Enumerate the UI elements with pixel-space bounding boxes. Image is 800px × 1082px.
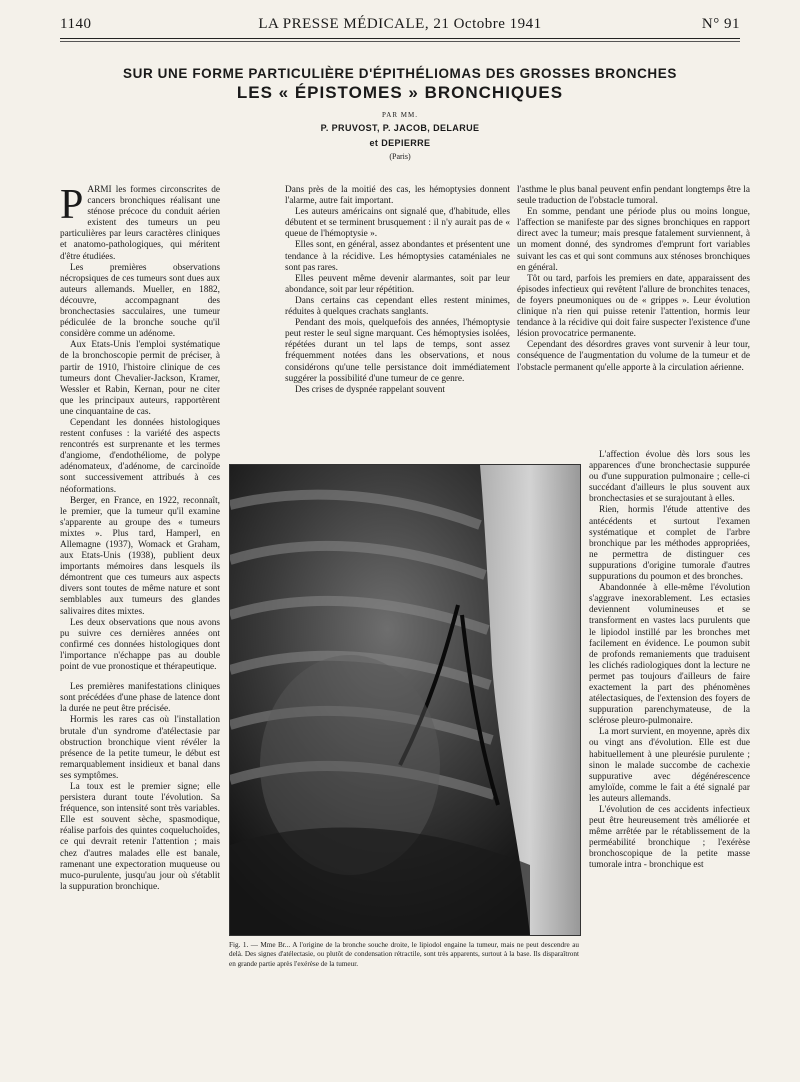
paragraph: Les premières observations nécropsiques de ces tumeurs sont dues aux auteurs allemands. Mueller, en 1882, découvre, accompagnant des bronchectasies sacculaires, une tumeur pédiculée de la bronche souche qu'il considère comme un adénome. — [60, 262, 220, 340]
paragraph-text: ARMI les formes circonscrites de cancers bronchiques réalisant une sténose précoce du conduit aérien existent des tumeurs un peu particulières par leurs caractères cliniques et anatomo-pathologiques, qui méritent d'être étudiées. — [60, 185, 220, 262]
paragraph: Cependant les données histologiques restent confuses : la variété des aspects rencontrés est surprenante et les termes d'angiome, d'endothéliome, de polype adénomateux, d'adénome, de carcinoïde sont successivement attribués à ces néoformations. — [60, 417, 220, 495]
paragraph: Hormis les rares cas où l'installation brutale d'un syndrome d'atélectasie par obstruction bronchique vient révéler la présence de la petite tumeur, le début est remarquablement insidieux et banal dans ses symptômes. — [60, 715, 220, 781]
paragraph: Tôt ou tard, parfois les premiers en date, apparaissent des épisodes infectieux qui revêtent l'allure de bronchites tenaces, de foyers pneumoniques ou de « grippes ». Leur évolution clinique n'a rien qui puisse retenir l'attention, hormis leur tendance à la récidive qui doit faire suspecter l'existence d'une lésion provocatrice permanente. — [517, 273, 750, 340]
paragraph: Les auteurs américains ont signalé que, d'habitude, elles débutent et se terminent brusquement : il n'y aurait pas de « queue de l'hémoptysie ». — [285, 207, 510, 240]
article-heading — [60, 66, 740, 161]
running-header — [60, 14, 740, 38]
authors-line-1: P. PRUVOST, P. JACOB, DELARUE — [320, 123, 480, 133]
paragraph: La toux est le premier signe; elle persistera durant toute l'évolution. Sa fréquence, son intensité sont très variables. Elle est souvent sèche, spasmodique, réalise parfois des quintes coqueluchoïdes, ce qui devrait retenir l'attention ; mais chez d'autres malades elle est banale, ramenant une expectoration muqueuse ou muco-purulente, jusqu'au jour où s'établit la suppuration bronchique. — [60, 781, 220, 892]
paragraph: Les premières manifestations cliniques sont précédées d'une phase de latence dont la durée ne peut être précisée. — [60, 682, 220, 715]
paragraph: Cependant des désordres graves vont survenir à leur tour, conséquence de l'augmentation du volume de la tumeur et de l'obstacle permanent qu'elle apporte à la circulation aérienne. — [517, 340, 750, 373]
paragraph: Rien, hormis l'étude attentive des antécédents et surtout l'examen systématique et complet de l'arbre bronchique par les méthodes appropriées, ne permettra de distinguer ces suppurations d'origine tumorale d'autres suppurations du poumon et des bronches. — [589, 505, 750, 583]
paragraph: Des crises de dyspnée rappelant souvent — [295, 384, 445, 395]
text-column-4 — [589, 450, 750, 1070]
paragraph: Elles peuvent même devenir alarmantes, soit par leur abondance, soit par leur répétition. — [285, 273, 510, 295]
text-column-1 — [60, 185, 220, 1065]
paragraph: Berger, en France, en 1922, reconnaît, le premier, que la tumeur qu'il examine s'apparente au groupe des « tumeurs mixtes ». Plus tard, Hamperl, en Allemagne (1937), Womack et Graham, aux Etats-Unis (1938), publient deux importants mémoires dans lesquels ils démontrent que ces tumeurs aux aspects divers sont toutes de même nature et sont semblables aux tumeurs des glandes salivaires dites mixtes. — [60, 495, 220, 617]
authors-line-2: et DEPIERRE — [369, 138, 431, 148]
paragraph: L'affection évolue dès lors sous les apparences d'une bronchectasie suppurée ou d'une suppuration pulmonaire ; celle-ci succédant d'ailleurs le plus souvent aux bronchectasies et se surajoutant à elles. — [589, 450, 750, 505]
page-number: 1140 — [60, 16, 92, 32]
header-rule — [60, 38, 740, 39]
paragraph: Dans près de la moitié des cas, les hémoptysies donnent l'alarme, autre fait important. — [285, 185, 510, 207]
header-rule-thin — [60, 41, 740, 42]
article-kicker: SUR UNE FORME PARTICULIÈRE D'ÉPITHÉLIOMAS DES GROSSES BRONCHES — [123, 66, 677, 81]
text-column-2 — [285, 185, 510, 470]
paragraph: Pendant des mois, quelquefois des années, l'hémoptysie peut rester le seul signe marquant. Ces hémoptysies isolées, répétées durant un tel laps de temps, sont assez fréquemment notées dans les observations, et nous considérons qu'une telle persistance doit immédiatement suggérer la possibilité d'une tumeur de ce genre. — [285, 318, 510, 384]
article-title: LES « ÉPISTOMES » BRONCHIQUES — [236, 83, 564, 102]
paragraph: Elles sont, en général, assez abondantes et présentent une tendance à la récidive. Les hémoptysies cataméniales ne sont pas rares. — [285, 240, 510, 273]
paragraph: Les deux observations que nous avons pu suivre ces dernières années ont confirmé ces données histologiques dont l'importance n'échappe pas au double point de vue pronostique et thérapeutique. — [60, 617, 220, 673]
chest-xray-image — [230, 465, 580, 935]
xray-figure — [229, 464, 581, 936]
text-column-3 — [517, 185, 750, 455]
paragraph: Abandonnée à elle-même l'évolution s'aggrave inexorablement. Les ectasies deviennent volumineuses et se transforment en vastes lacs purulents que le lipiodol instillé par les bronches met facilement en évidence. Le poumon subit de profonds remaniements que traduisent les clichés radiologiques dont la lecture ne permet pas toujours d'ailleurs de faire exactement la part des phénomènes atélectasiques, de l'extension des foyers de suppuration parenchymateuse, de la sclérose pleuro-pulmonaire. — [589, 583, 750, 727]
journal-title: LA PRESSE MÉDICALE, 21 Octobre 1941 — [258, 16, 542, 32]
issue-number: N° 91 — [701, 16, 740, 32]
drop-cap: P — [60, 185, 84, 228]
paragraph: En somme, pendant une période plus ou moins longue, l'affection se manifeste par des signes bronchiques en rapport direct avec la tumeur; mais presque fatalement surviennent, à un moment donné, des syndromes d'emprunt fort variables suivant les cas et qui sont communs aux sténoses bronchiques en général. — [517, 207, 750, 273]
paragraph: L'évolution de ces accidents infectieux peut être heureusement très améliorée et même arrêtée par le rétablissement de la perméabilité bronchique ; l'exérèse bronchoscopique de la petite masse tumorale intra - bronchique est — [589, 805, 750, 871]
figure-caption: Fig. 1. — Mme Br... A l'origine de la bronche souche droite, le lipiodol engaine la tumeur, mais ne peut descendre au delà. Des signes d'atélectasie, ou plutôt de condensation rétractile, sont très apparents, surtout à la base. Ils disparaîtront en grande partie après l'exérèse de la tumeur. — [229, 941, 579, 968]
paragraph: Dans certains cas cependant elles restent minimes, réduites à quelques crachats sanglants. — [285, 295, 510, 318]
paragraph: l'asthme le plus banal peuvent enfin pendant longtemps être la seule traduction de l'obstacle tumoral. — [517, 185, 750, 207]
author-city: (Paris) — [389, 152, 411, 161]
byline-par: PAR MM. — [382, 111, 418, 119]
paragraph: Aux Etats-Unis l'emploi systématique de la bronchoscopie permit de préciser, à partir de 1910, l'histoire clinique de ces tumeurs dont Chevalier-Jackson, Kramer, Wessler et Rabin, Kernan, pour ne citer que les principaux auteurs, rapportèrent une cinquantaine de cas. — [60, 340, 220, 417]
paragraph — [60, 185, 220, 263]
paragraph: La mort survient, en moyenne, après dix ou vingt ans d'évolution. Elle est due habituellement à une pleurésie purulente ; sinon le malade succombe de cachexie suppurative avec dégénérescence amyloïde, comme le fait a été signalé par les auteurs allemands. — [589, 727, 750, 804]
